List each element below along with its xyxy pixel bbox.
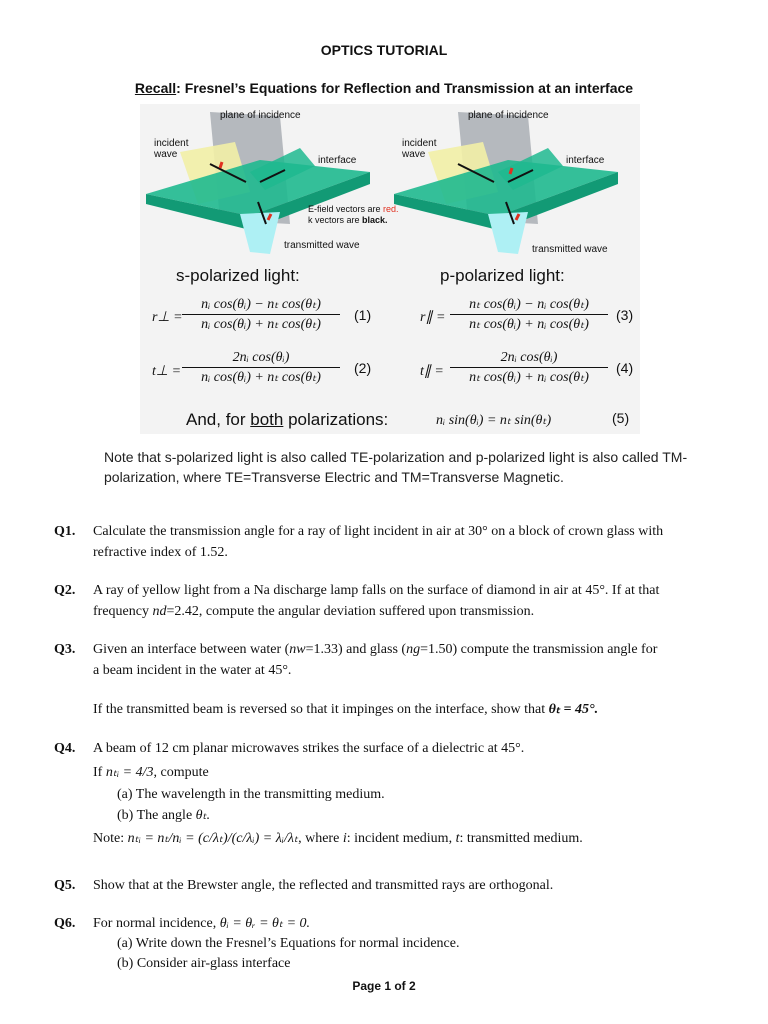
efield-vector: [510, 168, 512, 174]
question-4-condition: If nₜᵢ = 4/3, compute: [93, 765, 209, 780]
eq1-fraction: nᵢ cos(θᵢ) − nₜ cos(θₜ) nᵢ cos(θᵢ) + nₜ cos(θₜ): [182, 296, 340, 333]
question-6-part-a: (a) Write down the Fresnel’s Equations for normal incidence.: [117, 936, 460, 951]
recall-text: : Fresnel’s Equations for Reflection and Transmission at an interface: [176, 80, 634, 96]
p-polarized-caption: p-polarized light:: [440, 266, 565, 285]
eq3-number: (3): [616, 307, 634, 323]
question-number: Q6.: [54, 916, 76, 931]
question-text: For normal incidence, θᵢ = θᵣ = θₜ = 0.: [93, 916, 311, 931]
question-4-note: Note: nₜᵢ = nₜ/nᵢ = (c/λₜ)/(c/λᵢ) = λᵢ/λₜ, where i: incident medium, t: transmitted medium.: [93, 831, 583, 846]
eq5-number: (5): [612, 410, 630, 426]
label-transmitted-wave: transmitted wave: [532, 244, 608, 255]
efield-vector: [220, 162, 222, 168]
eq3-fraction: nₜ cos(θᵢ) − nᵢ cos(θₜ) nₜ cos(θᵢ) + nᵢ cos(θₜ): [450, 296, 608, 333]
page-footer: Page 1 of 2: [352, 979, 416, 993]
question-number: Q5.: [54, 878, 76, 893]
question-3-part-2: If the transmitted beam is reversed so that it impinges on the interface, show that θₜ = 45°.: [93, 702, 599, 717]
eq4-number: (4): [616, 360, 634, 376]
fresnel-figure: [140, 104, 640, 434]
question-text: A beam of 12 cm planar microwaves strikes the surface of a dielectric at 45°.: [93, 741, 525, 756]
te-tm-note: Note that s-polarized light is also called TE-polarization and p-polarized light is also called TM-polarization, where TE=Transverse Electric and TM=Transverse Magnetic.: [104, 449, 688, 485]
both-polarizations-caption: And, for both polarizations:: [186, 410, 389, 429]
eq2-fraction: 2nᵢ cos(θᵢ) nᵢ cos(θᵢ) + nₜ cos(θₜ): [182, 350, 340, 386]
question-text: A ray of yellow light from a Na discharge lamp falls on the surface of diamond in air at 45°. If at that frequency nd=2.42, compute the angular deviation suffered upon transmission.: [93, 583, 660, 619]
transmitted-wave-plane: [240, 212, 280, 254]
question-text: Show that at the Brewster angle, the reflected and transmitted rays are orthogonal.: [93, 878, 554, 893]
efield-note: E-field vectors are red. k vectors are black.: [308, 204, 399, 225]
eq1-lhs: r⊥ =: [152, 310, 183, 325]
eq2-lhs: t⊥ =: [152, 364, 182, 379]
question-4-part-a: (a) The wavelength in the transmitting medium.: [117, 787, 385, 802]
eq4-lhs: t∥ =: [420, 364, 444, 379]
s-polarization-diagram: [146, 112, 370, 254]
question-4-part-b: (b) The angle θₜ.: [117, 808, 211, 823]
question-number: Q1.: [54, 524, 76, 539]
label-interface: interface: [318, 155, 357, 166]
question-text: Calculate the transmission angle for a ray of light incident in air at 30° on a block of crown glass with refractive index of 1.52.: [93, 524, 664, 560]
label-interface: interface: [566, 155, 605, 166]
page-title: OPTICS TUTORIAL: [320, 42, 448, 58]
recall-heading: [0, 80, 768, 96]
eq3-lhs: r∥ =: [420, 310, 446, 325]
label-plane-of-incidence: plane of incidence: [468, 110, 549, 121]
s-polarized-caption: s-polarized light:: [176, 266, 300, 285]
label-transmitted-wave: transmitted wave: [284, 240, 360, 251]
question-6-part-b: (b) Consider air-glass interface: [117, 956, 291, 971]
label-incident-wave: incident wave: [402, 138, 437, 160]
eq1-number: (1): [354, 307, 372, 323]
recall-prefix: Recall: [134, 80, 177, 96]
eq2-number: (2): [354, 360, 372, 376]
label-incident-wave: incident wave: [154, 138, 189, 160]
question-number: Q3.: [54, 642, 76, 657]
eq5: nᵢ sin(θᵢ) = nₜ sin(θₜ): [436, 413, 552, 428]
p-polarization-diagram: [394, 112, 618, 254]
question-number: Q2.: [54, 583, 76, 598]
transmitted-wave-plane: [488, 212, 528, 254]
eq4-fraction: 2nᵢ cos(θᵢ) nₜ cos(θᵢ) + nᵢ cos(θₜ): [450, 350, 608, 386]
label-plane-of-incidence: plane of incidence: [220, 110, 301, 121]
question-number: Q4.: [54, 741, 76, 756]
question-text: Given an interface between water (nw=1.33) and glass (ng=1.50) compute the transmission angle for a beam incident in the water at 45°.: [93, 642, 658, 678]
